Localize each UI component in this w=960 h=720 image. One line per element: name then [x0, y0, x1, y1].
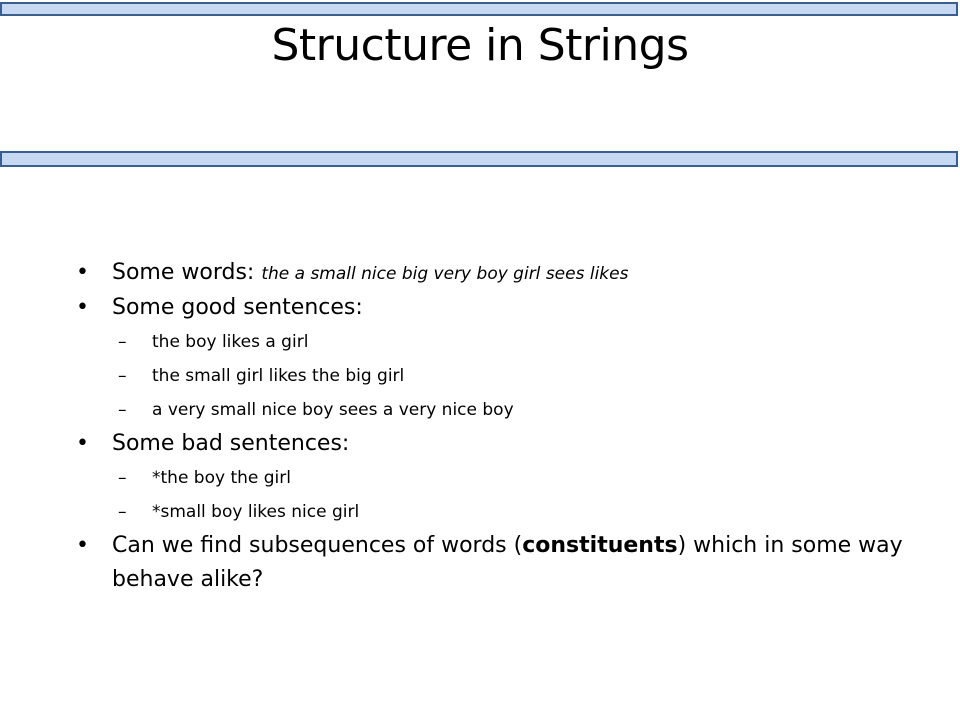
bullet-bad-sentences: [76, 427, 904, 461]
bad-sentence-item: [104, 461, 904, 495]
good-sentence-item: [104, 325, 904, 359]
question-text-part1: Can we find subsequences of words (: [112, 533, 523, 558]
bullet-label: Some good sentences:: [112, 295, 363, 320]
good-sentence-item: [104, 359, 904, 393]
question-text-part2: ) which in some way behave alike?: [112, 533, 903, 592]
bullet-icon: •: [76, 260, 89, 285]
bullet-some-words: [76, 256, 904, 291]
good-sentence-item: [104, 393, 904, 427]
bullet-icon: •: [76, 431, 89, 456]
word-list: the a small nice big very boy girl sees likes: [261, 264, 629, 284]
bullet-icon: •: [76, 533, 89, 558]
bullet-label: Some words:: [112, 260, 262, 285]
dash-icon: –: [118, 400, 127, 420]
bullet-icon: •: [76, 295, 89, 320]
bullet-question: [76, 529, 904, 597]
slide-body: [76, 256, 904, 597]
dash-icon: –: [118, 332, 127, 352]
sentence-text: the boy likes a girl: [152, 332, 309, 352]
slide-title: Structure in Strings: [271, 20, 689, 71]
bullet-label: Some bad sentences:: [112, 431, 350, 456]
sentence-text: a very small nice boy sees a very nice boy: [152, 400, 514, 420]
bad-sentence-item: [104, 495, 904, 529]
dash-icon: –: [118, 366, 127, 386]
sentence-text: *small boy likes nice girl: [152, 502, 360, 522]
bullet-good-sentences: [76, 291, 904, 325]
dash-icon: –: [118, 502, 127, 522]
question-keyword: constituents: [522, 533, 678, 558]
sentence-text: *the boy the girl: [152, 468, 291, 488]
top-decorative-bar: [0, 2, 958, 16]
title-divider-bar: [0, 151, 958, 167]
dash-icon: –: [118, 468, 127, 488]
sentence-text: the small girl likes the big girl: [152, 366, 405, 386]
